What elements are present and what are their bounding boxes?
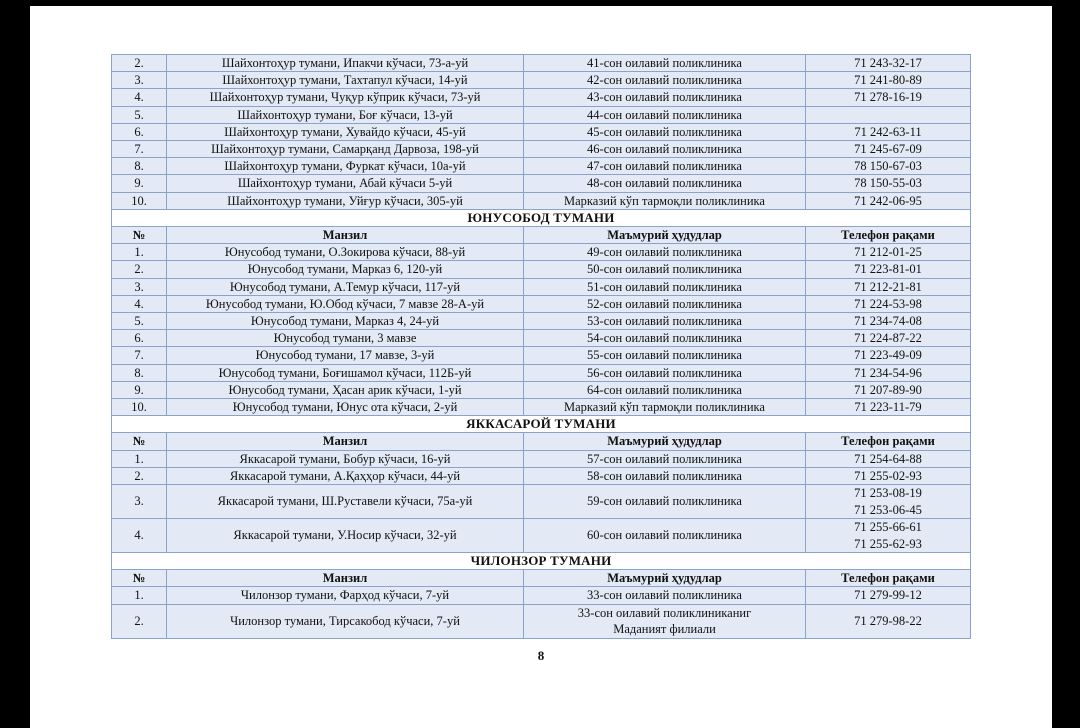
table-row [112, 519, 971, 553]
row-number: 2. [112, 604, 167, 638]
address-cell: Юнусобод тумани, О.Зокирова кўчаси, 88-уй [167, 244, 524, 261]
row-number: 10. [112, 399, 167, 416]
area-cell: 50-сон оилавий поликлиника [524, 261, 806, 278]
address-cell: Чилонзор тумани, Тирсакобод кўчаси, 7-уй [167, 604, 524, 638]
phone-cell: 71 223-81-01 [806, 261, 971, 278]
table-row [112, 261, 971, 278]
address-cell: Яккасарой тумани, Ш.Руставели кўчаси, 75а-уй [167, 485, 524, 519]
column-header-row [112, 433, 971, 450]
row-number: 2. [112, 261, 167, 278]
area-cell: 46-сон оилавий поликлиника [524, 141, 806, 158]
address-cell: Шайхонтоҳур тумани, Хувайдо кўчаси, 45-уй [167, 123, 524, 140]
phone-cell: 71 242-63-11 [806, 123, 971, 140]
phone-cell-line: 71 255-66-61 [854, 520, 922, 535]
header-address: Манзил [167, 570, 524, 587]
row-number: 4. [112, 519, 167, 553]
phone-cell: 78 150-67-03 [806, 158, 971, 175]
row-number: 1. [112, 587, 167, 604]
address-cell: Яккасарой тумани, Бобур кўчаси, 16-уй [167, 450, 524, 467]
row-number: 9. [112, 175, 167, 192]
address-cell: Юнусобод тумани, Ю.Обод кўчаси, 7 мавзе 28-А-уй [167, 295, 524, 312]
area-cell: 44-сон оилавий поликлиника [524, 106, 806, 123]
row-number: 7. [112, 347, 167, 364]
address-cell: Шайхонтоҳур тумани, Фуркат кўчаси, 10а-уй [167, 158, 524, 175]
address-cell: Шайхонтоҳур тумани, Ипакчи кўчаси, 73-а-уй [167, 55, 524, 72]
table-row [112, 399, 971, 416]
area-cell: 57-сон оилавий поликлиника [524, 450, 806, 467]
document-page [30, 6, 1052, 728]
area-cell: 42-сон оилавий поликлиника [524, 72, 806, 89]
phone-cell: 71 255-02-93 [806, 467, 971, 484]
table-row [112, 295, 971, 312]
phone-cell: 71 223-49-09 [806, 347, 971, 364]
table-row [112, 313, 971, 330]
address-cell: Шайхонтоҳур тумани, Абай кўчаси 5-уй [167, 175, 524, 192]
table-row [112, 244, 971, 261]
phone-cell: 71 212-01-25 [806, 244, 971, 261]
row-number: 2. [112, 55, 167, 72]
column-header-row [112, 570, 971, 587]
table-row [112, 604, 971, 638]
address-cell: Яккасарой тумани, А.Қаҳҳор кўчаси, 44-уй [167, 467, 524, 484]
header-area: Маъмурий ҳудудлар [524, 227, 806, 244]
table-row [112, 381, 971, 398]
address-cell: Юнусобод тумани, 17 мавзе, 3-уй [167, 347, 524, 364]
table-row [112, 330, 971, 347]
header-number: № [112, 570, 167, 587]
table-row [112, 55, 971, 72]
address-cell: Шайхонтоҳур тумани, Чуқур кўприк кўчаси, 73-уй [167, 89, 524, 106]
row-number: 9. [112, 381, 167, 398]
area-cell: 52-сон оилавий поликлиника [524, 295, 806, 312]
area-cell: 45-сон оилавий поликлиника [524, 123, 806, 140]
section-yakkasaroy [112, 416, 971, 433]
phone-cell: 71 234-74-08 [806, 313, 971, 330]
phone-cell: 71 223-11-79 [806, 399, 971, 416]
phone-cell: 71 279-98-22 [806, 604, 971, 638]
row-number: 3. [112, 485, 167, 519]
address-cell: Шайхонтоҳур тумани, Боғ кўчаси, 13-уй [167, 106, 524, 123]
address-cell: Яккасарой тумани, У.Носир кўчаси, 32-уй [167, 519, 524, 553]
header-phone: Телефон рақами [806, 227, 971, 244]
section-title: ЧИЛОНЗОР ТУМАНИ [112, 553, 971, 570]
area-cell: 48-сон оилавий поликлиника [524, 175, 806, 192]
header-number: № [112, 227, 167, 244]
table-row [112, 467, 971, 484]
address-cell: Юнусобод тумани, Ҳасан арик кўчаси, 1-уй [167, 381, 524, 398]
row-number: 8. [112, 364, 167, 381]
address-cell: Шайхонтоҳур тумани, Уйғур кўчаси, 305-уй [167, 192, 524, 209]
address-cell: Юнусобод тумани, А.Темур кўчаси, 117-уй [167, 278, 524, 295]
table-row [112, 158, 971, 175]
phone-cell-line: 71 253-06-45 [854, 502, 922, 517]
address-cell: Шайхонтоҳур тумани, Тахтапул кўчаси, 14-уй [167, 72, 524, 89]
address-cell: Юнусобод тумани, Юнус ота кўчаси, 2-уй [167, 399, 524, 416]
area-cell-line: Маданият филиали [613, 622, 716, 637]
phone-cell: 71 242-06-95 [806, 192, 971, 209]
phone-cell [806, 106, 971, 123]
header-address: Манзил [167, 433, 524, 450]
area-cell: Марказий кўп тармоқли поликлиника [524, 399, 806, 416]
section-chilonzor [112, 553, 971, 570]
row-number: 4. [112, 295, 167, 312]
header-address: Манзил [167, 227, 524, 244]
phone-cell: 71 212-21-81 [806, 278, 971, 295]
polyclinic-table [111, 54, 971, 639]
phone-cell: 71 278-16-19 [806, 89, 971, 106]
area-cell: 33-сон оилавий поликлиника [524, 587, 806, 604]
table-row [112, 72, 971, 89]
section-title: ЮНУСОБОД ТУМАНИ [112, 209, 971, 226]
address-cell: Чилонзор тумани, Фарҳод кўчаси, 7-уй [167, 587, 524, 604]
row-number: 3. [112, 72, 167, 89]
table-row [112, 450, 971, 467]
area-cell: 49-сон оилавий поликлиника [524, 244, 806, 261]
row-number: 4. [112, 89, 167, 106]
table-row [112, 141, 971, 158]
area-cell: 43-сон оилавий поликлиника [524, 89, 806, 106]
phone-cell: 71 224-87-22 [806, 330, 971, 347]
phone-cell: 78 150-55-03 [806, 175, 971, 192]
phone-cell [806, 485, 971, 519]
area-cell: 60-сон оилавий поликлиника [524, 519, 806, 553]
column-header-row [112, 227, 971, 244]
header-phone: Телефон рақами [806, 433, 971, 450]
table-row [112, 587, 971, 604]
phone-cell: 71 254-64-88 [806, 450, 971, 467]
area-cell-line: 33-сон оилавий поликлиниканиг [577, 605, 752, 620]
table-row [112, 347, 971, 364]
table-row [112, 175, 971, 192]
table-row [112, 278, 971, 295]
area-cell [524, 604, 806, 638]
phone-cell-line: 71 253-08-19 [854, 486, 922, 501]
area-cell: 58-сон оилавий поликлиника [524, 467, 806, 484]
phone-cell: 71 243-32-17 [806, 55, 971, 72]
table-row [112, 485, 971, 519]
area-cell: 41-сон оилавий поликлиника [524, 55, 806, 72]
row-number: 6. [112, 330, 167, 347]
phone-cell: 71 207-89-90 [806, 381, 971, 398]
area-cell: 53-сон оилавий поликлиника [524, 313, 806, 330]
area-cell: 51-сон оилавий поликлиника [524, 278, 806, 295]
address-cell: Юнусобод тумани, Боғишамол кўчаси, 112Б-уй [167, 364, 524, 381]
row-number: 1. [112, 450, 167, 467]
header-number: № [112, 433, 167, 450]
area-cell: 55-сон оилавий поликлиника [524, 347, 806, 364]
row-number: 3. [112, 278, 167, 295]
address-cell: Юнусобод тумани, Марказ 6, 120-уй [167, 261, 524, 278]
row-number: 8. [112, 158, 167, 175]
header-area: Маъмурий ҳудудлар [524, 433, 806, 450]
row-number: 2. [112, 467, 167, 484]
section-yunusobod [112, 209, 971, 226]
phone-cell: 71 279-99-12 [806, 587, 971, 604]
header-area: Маъмурий ҳудудлар [524, 570, 806, 587]
address-cell: Юнусобод тумани, Марказ 4, 24-уй [167, 313, 524, 330]
row-number: 5. [112, 106, 167, 123]
phone-cell: 71 224-53-98 [806, 295, 971, 312]
phone-cell: 71 241-80-89 [806, 72, 971, 89]
row-number: 7. [112, 141, 167, 158]
table-row [112, 123, 971, 140]
row-number: 10. [112, 192, 167, 209]
area-cell: 64-сон оилавий поликлиника [524, 381, 806, 398]
phone-cell: 71 245-67-09 [806, 141, 971, 158]
area-cell: 56-сон оилавий поликлиника [524, 364, 806, 381]
area-cell: 54-сон оилавий поликлиника [524, 330, 806, 347]
row-number: 5. [112, 313, 167, 330]
section-title: ЯККАСАРОЙ ТУМАНИ [112, 416, 971, 433]
table-row [112, 89, 971, 106]
table-row [112, 192, 971, 209]
row-number: 1. [112, 244, 167, 261]
phone-cell: 71 234-54-96 [806, 364, 971, 381]
header-phone: Телефон рақами [806, 570, 971, 587]
table-row [112, 106, 971, 123]
area-cell: 47-сон оилавий поликлиника [524, 158, 806, 175]
area-cell: Марказий кўп тармоқли поликлиника [524, 192, 806, 209]
area-cell: 59-сон оилавий поликлиника [524, 485, 806, 519]
page-number: 8 [537, 648, 545, 663]
address-cell: Юнусобод тумани, 3 мавзе [167, 330, 524, 347]
row-number: 6. [112, 123, 167, 140]
table-row [112, 364, 971, 381]
address-cell: Шайхонтоҳур тумани, Самарқанд Дарвоза, 198-уй [167, 141, 524, 158]
phone-cell [806, 519, 971, 553]
phone-cell-line: 71 255-62-93 [854, 536, 922, 551]
